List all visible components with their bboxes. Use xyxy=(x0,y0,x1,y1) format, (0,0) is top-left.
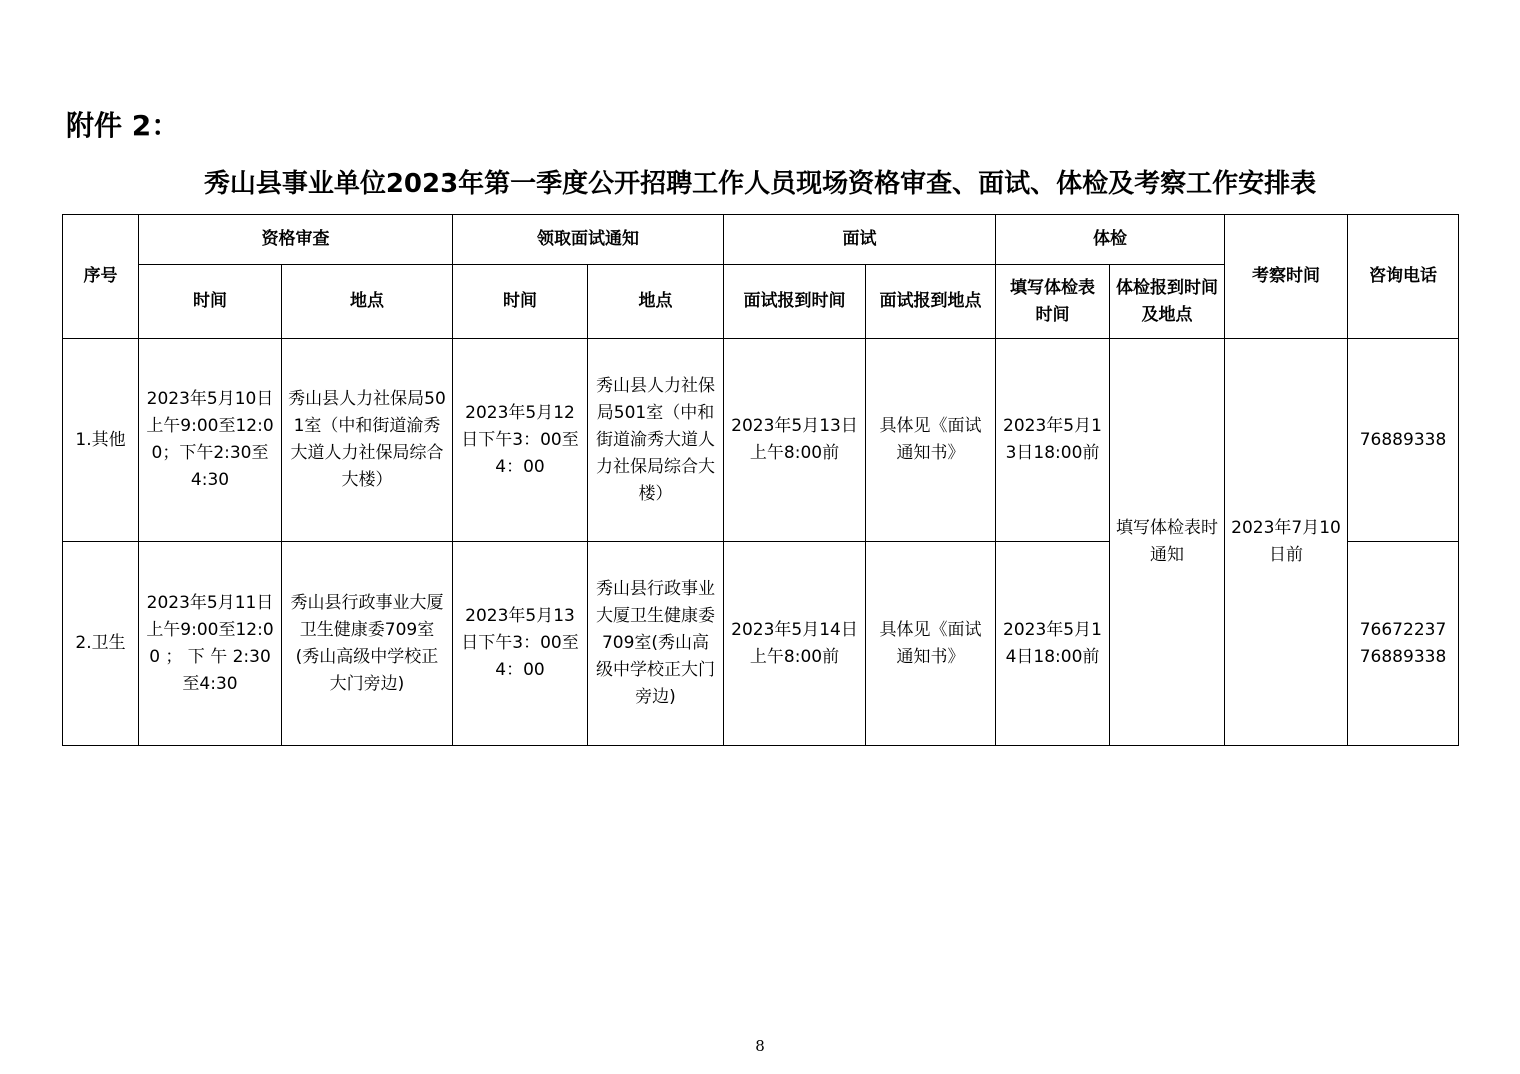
cell-seq: 1.其他 xyxy=(63,339,139,542)
cell-physical-report: 填写体检表时通知 xyxy=(1110,339,1225,746)
phone-number: 76672237 xyxy=(1359,619,1447,640)
header-interview: 面试 xyxy=(724,215,996,265)
header-notice-place: 地点 xyxy=(588,265,724,339)
header-physical-report-time-place: 体检报到时间及地点 xyxy=(1110,265,1225,339)
header-row-1 xyxy=(63,215,1459,265)
header-fill-physical-form-time: 填写体检表时间 xyxy=(996,265,1110,339)
cell-notice-place: 秀山县行政事业大厦卫生健康委709室(秀山高级中学校正大门旁边) xyxy=(588,542,724,746)
cell-qual-time: 2023年5月11日上午9:00至12:00 ； 下 午 2:30至4:30 xyxy=(139,542,282,746)
cell-inspection-time: 2023年7月10日前 xyxy=(1225,339,1348,746)
header-notice-time: 时间 xyxy=(453,265,588,339)
header-phone: 咨询电话 xyxy=(1348,215,1459,339)
schedule-table xyxy=(62,214,1459,746)
cell-phone xyxy=(1348,339,1459,542)
cell-phone xyxy=(1348,542,1459,746)
header-qual-place: 地点 xyxy=(282,265,453,339)
cell-interview-report-time: 2023年5月14日上午8:00前 xyxy=(724,542,866,746)
cell-notice-time: 2023年5月12日下午3：00至4：00 xyxy=(453,339,588,542)
cell-physical-form-time: 2023年5月13日18:00前 xyxy=(996,339,1110,542)
table-row xyxy=(63,339,1459,542)
cell-interview-report-time: 2023年5月13日上午8:00前 xyxy=(724,339,866,542)
phone-number: 76889338 xyxy=(1359,646,1447,667)
cell-qual-time: 2023年5月10日上午9:00至12:00；下午2:30至4:30 xyxy=(139,339,282,542)
attachment-label: 附件 2： xyxy=(66,109,180,142)
cell-physical-form-time: 2023年5月14日18:00前 xyxy=(996,542,1110,746)
cell-seq: 2.卫生 xyxy=(63,542,139,746)
header-seq: 序号 xyxy=(63,215,139,339)
header-interview-report-time: 面试报到时间 xyxy=(724,265,866,339)
header-interview-report-place: 面试报到地点 xyxy=(866,265,996,339)
header-interview-notice: 领取面试通知 xyxy=(453,215,724,265)
cell-interview-report-place: 具体见《面试通知书》 xyxy=(866,542,996,746)
header-qual-time: 时间 xyxy=(139,265,282,339)
cell-qual-place: 秀山县人力社保局501室（中和街道渝秀大道人力社保局综合大楼） xyxy=(282,339,453,542)
cell-interview-report-place: 具体见《面试通知书》 xyxy=(866,339,996,542)
cell-notice-place: 秀山县人力社保局501室（中和街道渝秀大道人力社保局综合大楼） xyxy=(588,339,724,542)
header-inspection-time: 考察时间 xyxy=(1225,215,1348,339)
header-physical: 体检 xyxy=(996,215,1225,265)
phone-number: 76889338 xyxy=(1359,429,1447,450)
cell-notice-time: 2023年5月13日下午3：00至4：00 xyxy=(453,542,588,746)
page-number: 8 xyxy=(755,1037,765,1055)
header-qual-review: 资格审查 xyxy=(139,215,453,265)
document-title: 秀山县事业单位2023年第一季度公开招聘工作人员现场资格审查、面试、体检及考察工作安排表 xyxy=(203,169,1317,199)
cell-qual-place: 秀山县行政事业大厦卫生健康委709室(秀山高级中学校正大门旁边) xyxy=(282,542,453,746)
